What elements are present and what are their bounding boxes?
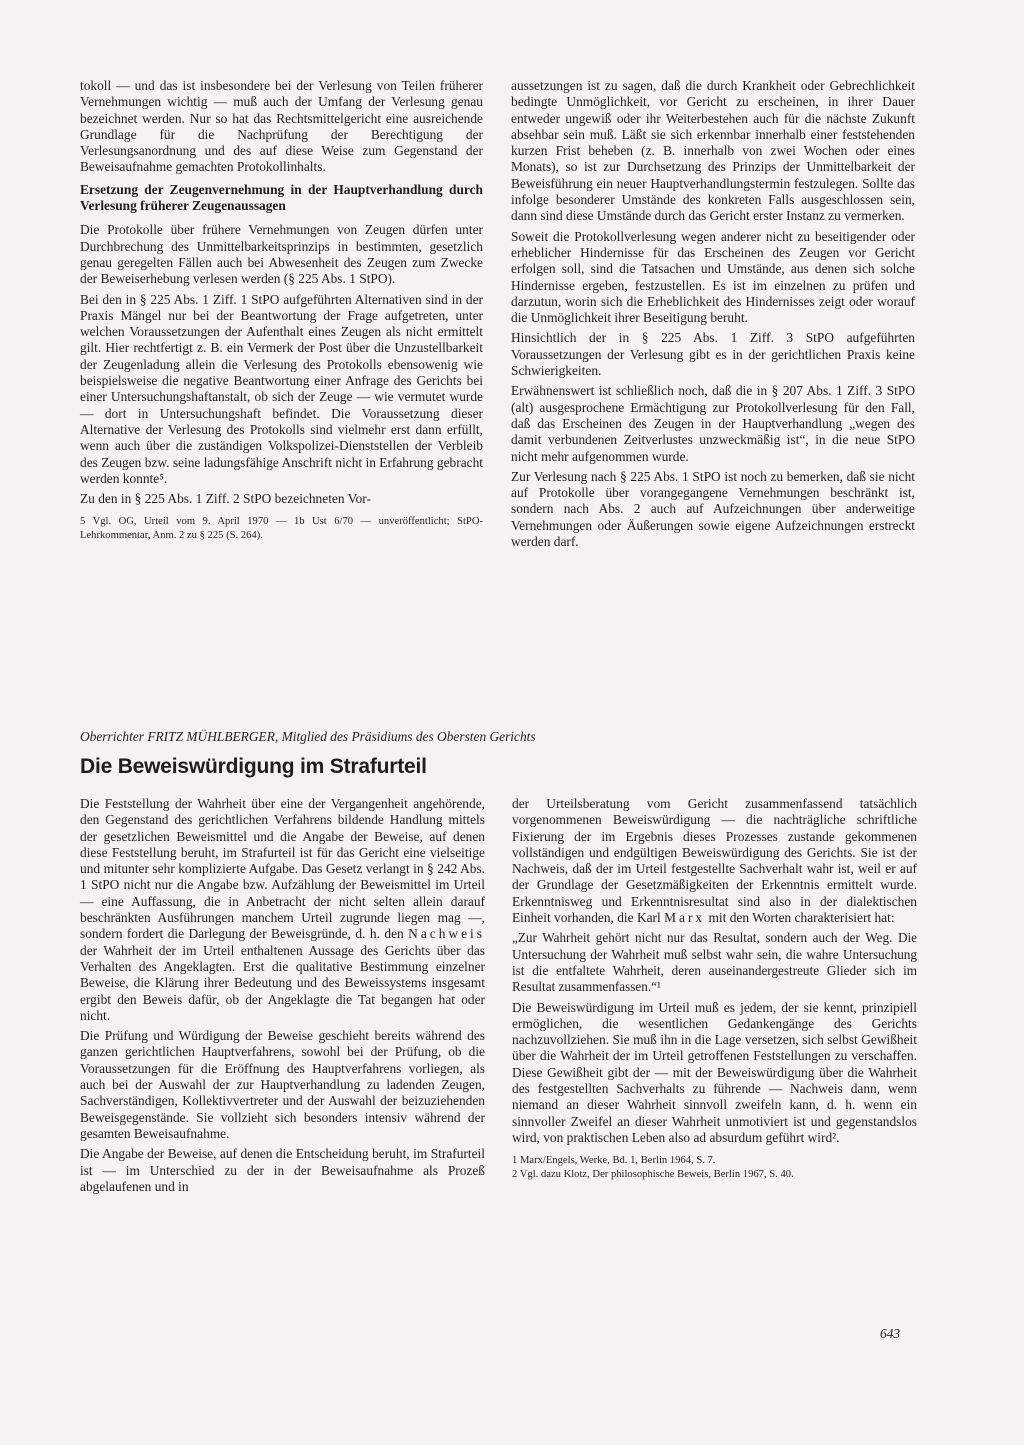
- page-number: 643: [880, 1326, 901, 1341]
- text-run: mit den Worten charakterisiert hat:: [708, 910, 895, 926]
- bottom-right-column: [512, 796, 917, 1181]
- paragraph: [512, 796, 917, 926]
- author-line: Oberrichter FRITZ MÜHLBERGER, Mitglied des Präsidiums des Obersten Gerichts: [80, 729, 536, 744]
- paragraph: Hinsichtlich der in § 225 Abs. 1 Ziff. 3 StPO aufgeführten Voraussetzungen der Verlesung gibt es in der gerichtlichen Praxis keine Schwierigkeiten.: [511, 330, 915, 379]
- paragraph: Die Beweiswürdigung im Urteil muß es jedem, der sie kennt, prinzipiell ermöglichen, die wesentlichen Gedankengänge des Gerichts nachzuvollziehen. Sie muß ihn in die Lage versetzen, sich selbst Gewißheit über die Wahrheit der im Urteil getroffenen Feststellungen zu verschaffen. Diese Gewißheit gibt der — mit der Beweiswürdigung über die Wahrheit des festgestellten Sachverhalts zu führende — Nachweis dann, wenn niemand an dieser Wahrheit sinnvoll zweifeln kann, d. h. wenn ein sinnvoller Zweifel an dieser Wahrheit unmotiviert ist und gegenstandslos wird, von praktischen Leben also ad absurdum geführt wird².: [512, 999, 917, 1145]
- text-run: der Urteilsberatung vom Gericht zusammenfassend tatsächlich vorgenommenen Beweiswürdigung — die nachträgliche schriftliche Fixierung der im Ergebnis dieses Prozesses zustande gekommenen vollständigen und endgültigen Beweiswürdigung des Gerichts. Sie ist der Nachweis, daß der im Urteil festgestellte Sachverhalt wahr ist, weil er auf der Grundlage der Gesetzmäßigkeiten der Erkenntnis ermittelt wurde. Erkenntnisweg und Erkenntnisresultat sind also in der dialektischen Einheit vorhanden, die Karl: [512, 796, 917, 926]
- footnotes: [512, 1154, 917, 1181]
- paragraph: Zur Verlesung nach § 225 Abs. 1 StPO ist noch zu bemerken, daß sie nicht auf Protokolle über vorangegangene Vernehmungen beschränkt ist, sondern nach Abs. 2 auch auf Aufzeichnungen über anderweitige Vernehmungen oder Äußerungen sowie eigene Aufzeichnungen erstreckt werden darf.: [511, 468, 915, 550]
- top-right-column: [511, 78, 915, 554]
- paragraph: Die Protokolle über frühere Vernehmungen von Zeugen dürfen unter Durchbrechung des Unmittelbarkeitsprinzips in bestimmten, gesetzlich genau geregelten Fällen auch bei Abwesenheit des Zeugen zum Zwecke der Beweiserhebung verlesen werden (§ 225 Abs. 1 StPO).: [80, 222, 483, 287]
- paragraph: Erwähnenswert ist schließlich noch, daß die in § 207 Abs. 1 Ziff. 3 StPO (alt) ausgesprochene Ermächtigung zur Protokollverlesung für den Fall, daß das Erscheinen des Zeugen in der Hauptverhandlung „wegen des damit verbundenen Zeitverlustes unzweckmäßig ist“, in die neue StPO nicht mehr aufgenommen wurde.: [511, 383, 915, 464]
- emphasis-spaced: Nachweis: [408, 926, 485, 942]
- paragraph: Zu den in § 225 Abs. 1 Ziff. 2 StPO bezeichneten Vor-: [80, 491, 371, 507]
- paragraph: tokoll — und das ist insbesondere bei der Verlesung von Teilen früherer Vernehmungen wichtig — muß auch der Umfang der Verlesung genau bezeichnet werden. Nur so hat das Rechtsmittelgericht eine ausreichende Grundlage für die Nachprüfung der Berechtigung der Verlesungsanordnung und des auf diese Weise zum Gegenstand der Beweisaufnahme gemachten Protokollinhalts.: [80, 78, 483, 175]
- footnote-2: 2 Vgl. dazu Klotz, Der philosophische Beweis, Berlin 1967, S. 40.: [512, 1168, 794, 1180]
- paragraph: Die Prüfung und Würdigung der Beweise geschieht bereits während des ganzen gerichtlichen Hauptverfahrens, sowohl bei der Prüfung, ob die Voraussetzungen für die Eröffnung des Hauptverfahrens vorliegen, als auch bei der Auswahl der zur Hauptverhandlung zu ladenden Zeugen, Sachverständigen, Kollektivvertreter und der Auswahl der beizuziehenden Beweisgegenstände. Sie vollzieht sich besonders intensiv während der gesamten Beweisaufnahme.: [80, 1028, 485, 1141]
- footnotes: [80, 515, 483, 542]
- top-left-column: [80, 78, 483, 542]
- emphasis-spaced: Marx: [664, 910, 706, 926]
- paragraph: aussetzungen ist zu sagen, daß die durch Krankheit oder Gebrechlichkeit bedingte Unmöglichkeit, vor Gericht zu erscheinen, in ihrer Dauer entweder ungewiß oder ihr Weiterbestehen auch für die nächste Zukunft absehbar sein muß. Läßt sie sich erkennbar innerhalb einer feststehenden kurzen Frist beheben (z. B. innerhalb von zwei Wochen oder eines Monats), so ist zur Durchsetzung des Prinzips der Unmittelbarkeit der Beweisführung ein neuer Hauptverhandlungstermin festzulegen. Sollte das infolge besonderer Umstände des konkreten Falls ausgeschlossen sein, dann sind diese Umstände durch das Gericht erster Instanz zu vermerken.: [511, 78, 915, 224]
- paragraph: Bei den in § 225 Abs. 1 Ziff. 1 StPO aufgeführten Alternativen sind in der Praxis Mängel nur bei der Beantwortung der Frage aufgetreten, unter welchen Voraussetzungen der Aufenthalt eines Zeugen als nicht ermittelt gilt. Hier rechtfertigt z. B. ein Vermerk der Post über die Unzustellbarkeit der Zeugenladung allein die Verlesung des Protokolls ebensowenig wie beispielsweise die negative Beantwortung einer Anfrage des Gerichts bei einer Untersuchungshaftanstalt, ob sich der Zeuge — wie vermutet wurde — dort in Untersuchungshaft befindet. Die Voraussetzung dieser Alternative der Verlesung des Protokolls sind vielmehr erst dann erfüllt, wenn auch über die zuständigen Volkspolizei-Dienststellen der Verbleib des Zeugen bzw. seine ladungsfähige Anschrift nicht in Erfahrung gebracht werden konnte⁵.: [80, 291, 483, 486]
- footnote-1: 1 Marx/Engels, Werke, Bd. 1, Berlin 1964, S. 7.: [512, 1155, 716, 1167]
- paragraph: Soweit die Protokollverlesung wegen anderer nicht zu beseitigender oder erheblicher Hindernisse für das Erscheinen des Zeugen vor Gericht erfolgen soll, sind die Tatsachen und Umstände, aus denen sich solche Hindernisse ergeben, festzustellen. Es ist im einzelnen zu prüfen und darzutun, worin sich die Erheblichkeit des Hindernisses zeigt oder worauf die Unmöglichkeit ihrer Beseitigung beruht.: [511, 228, 915, 326]
- bottom-left-column: [80, 796, 485, 1199]
- footnote-5: 5 Vgl. OG, Urteil vom 9. April 1970 — 1b Ust 6/70 — unveröffentlicht; StPO-Lehrkommentar, Anm. 2 zu § 225 (S. 264).: [80, 516, 483, 541]
- paragraph: [80, 796, 485, 1024]
- section-subheading: Ersetzung der Zeugenvernehmung in der Hauptverhandlung durch Verlesung früherer Zeugenaussagen: [80, 181, 483, 214]
- paragraph: Die Angabe der Beweise, auf denen die Entscheidung beruht, im Strafurteil ist — im Unterschied zu der in der Beweisaufnahme als Prozeß abgelaufenen und in: [80, 1146, 485, 1194]
- article-title: Die Beweiswürdigung im Strafurteil: [80, 755, 427, 778]
- text-run: Die Feststellung der Wahrheit über eine der Vergangenheit angehörende, den Gegenstand des gerichtlichen Verfahrens bildende Handlung mittels der gesetzlichen Beweismittel und die Angabe der Beweise, auf denen diese Feststellung beruht, im Strafurteil ist für das Gericht eine vielseitige und mitunter sehr komplizierte Aufgabe. Das Gesetz verlangt in § 242 Abs. 1 StPO nicht nur die Angabe bzw. Aufzählung der Beweismittel im Urteil — eine Auffassung, die in Anbetracht der nicht selten allein darauf beschränkten Ausführungen manchem Urteil zugrunde liegen mag —, sondern fordert die Darlegung der Beweisgründe, d. h. den: [80, 796, 485, 942]
- block-quote: „Zur Wahrheit gehört nicht nur das Resultat, sondern auch der Weg. Die Untersuchung der Wahrheit muß selbst wahr sein, die wahre Untersuchung ist die entfaltete Wahrheit, deren auseinandergestreute Glieder sich im Resultat zusammenfassen.“¹: [512, 930, 917, 995]
- text-run: der Wahrheit der im Urteil enthaltenen Aussage des Gerichts über das Verhalten des Angeklagten. Erst die qualitative Bestimmung einzelner Beweise, die Klärung ihrer Bedeutung und des Beweissystems insgesamt ergibt den Beweis dafür, ob der Angeklagte die Tat begangen hat oder nicht.: [80, 942, 485, 1023]
